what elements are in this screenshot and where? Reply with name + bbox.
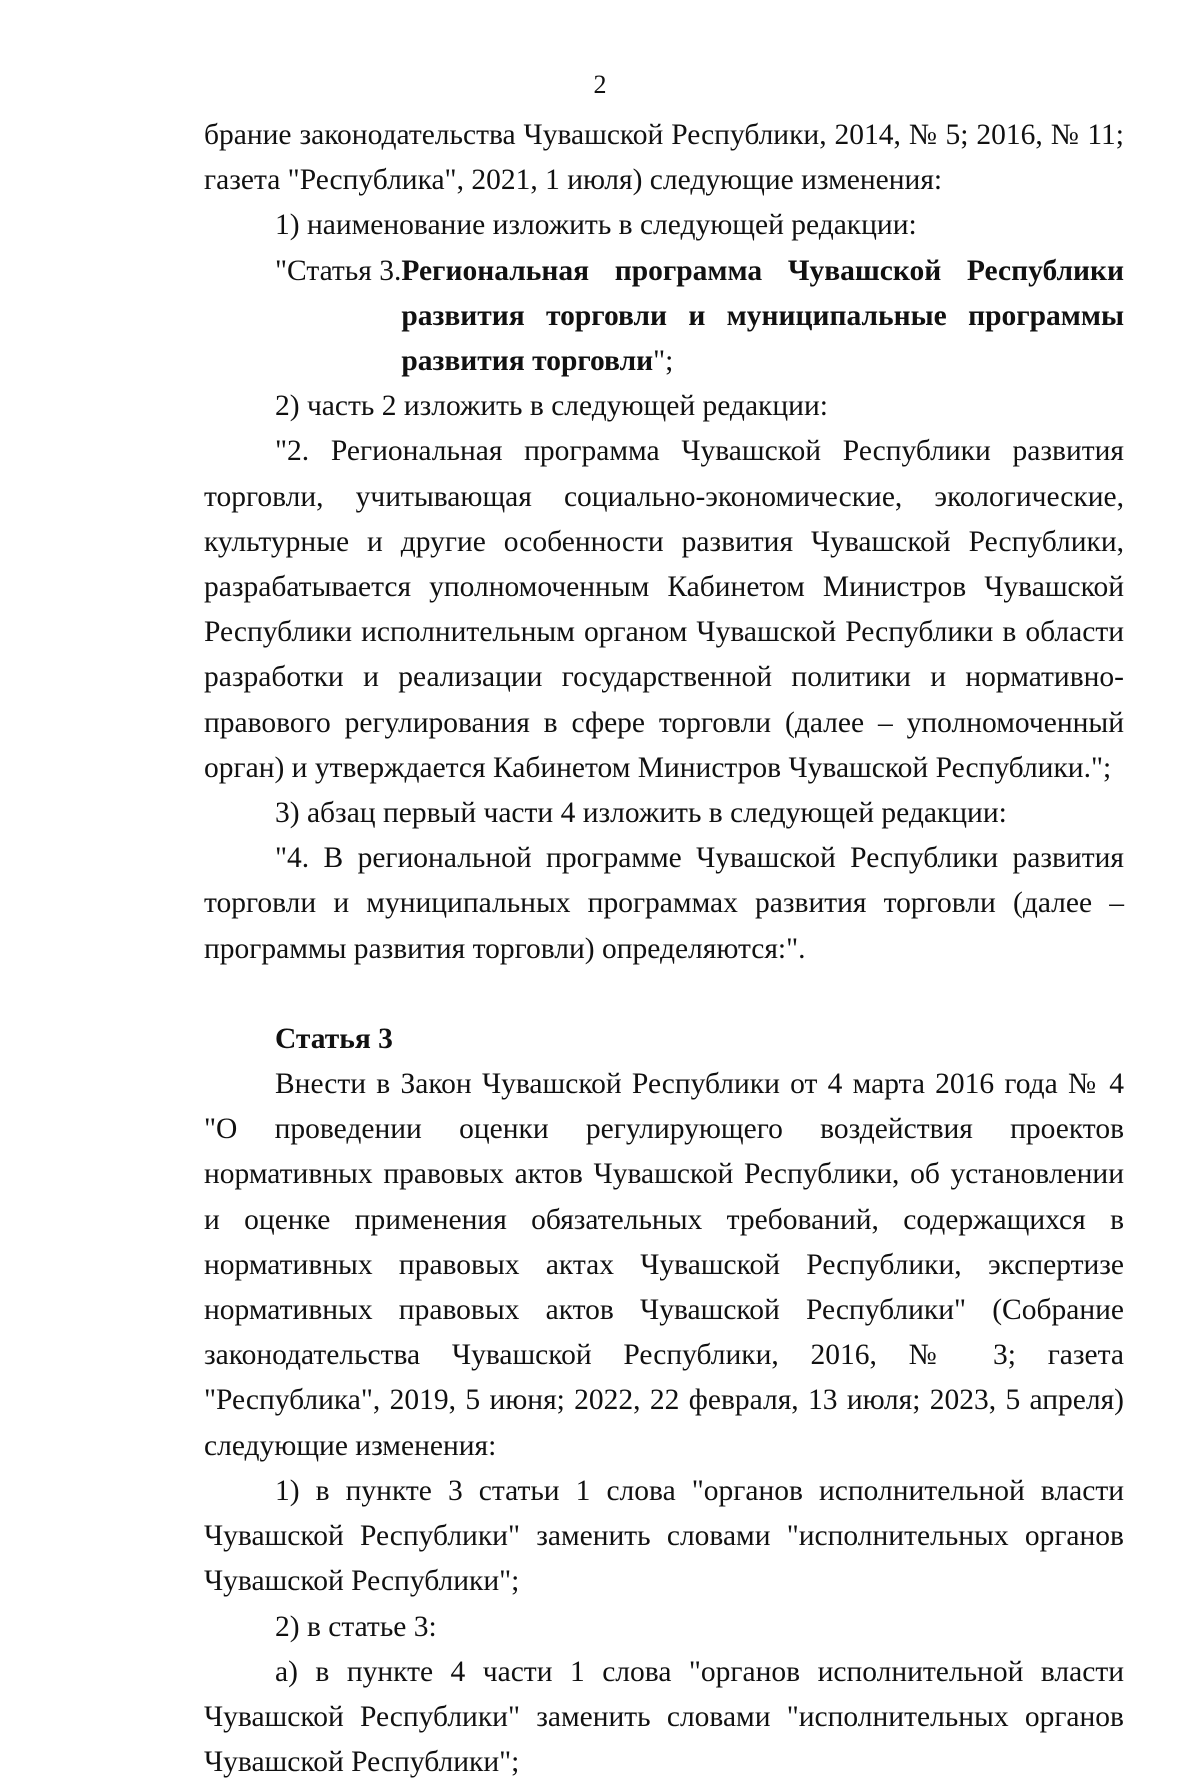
section-heading-article-3: Статья 3: [275, 1022, 393, 1055]
paragraph-article-3-item-2: 2) в статье 3:: [275, 1610, 437, 1643]
paragraph-item-3: 3) абзац первый части 4 изложить в следующей редакции:: [275, 797, 1007, 830]
article-title-bold: [401, 249, 1124, 385]
section-gap: [204, 972, 1124, 1017]
document-body: [204, 113, 1124, 1785]
paragraph-article-3-intro: Внести в Закон Чувашской Республики от 4 марта 2016 года № 4 "О проведении оценки регулирующего воздействия проектов нормативных правовых актов Чувашской Республики, об установлении и оценке применения обязательных требований, содержащихся в нормативных правовых актах Чувашской Республики, экспертизе нормативных правовых актов Чувашской Республики" (Собрание законодательства Чувашской Республики, 2016, № 3; газета "Республика", 2019, 5 июня; 2022, 22 февраля, 13 июля; 2023, 5 апреля) следующие изменения:: [204, 1068, 1124, 1462]
paragraph-article-3-item-1: 1) в пункте 3 статьи 1 слова "органов исполнительной власти Чувашской Республики" заменить словами "исполнительных органов Чувашской Республики";: [204, 1474, 1124, 1598]
paragraph-article-3-item-2a: а) в пункте 4 части 1 слова "органов исполнительной власти Чувашской Республики" заменить словами "исполнительных органов Чувашской Республики";: [204, 1655, 1124, 1779]
paragraph-part-4-text: "4. В региональной программе Чувашской Республики развития торговли и муниципальных программах развития торговли (далее – программы развития торговли) определяются:".: [204, 842, 1124, 965]
article-title-prefix: "Статья 3.: [275, 254, 402, 287]
article-title-suffix: ";: [653, 345, 674, 378]
paragraph-part-2-text: "2. Региональная программа Чувашской Республики развития торговли, учитывающая социально-экономические, экологические, культурные и другие особенности развития Чувашской Республики, разрабатывается уполномоченным Кабинетом Министров Чувашской Республики исполнительным органом Чувашской Республики в области разработки и реализации государственной политики и нормативно-правового регулирования в сфере торговли (далее – уполномоченный орган) и утверждается Кабинетом Министров Чувашской Республики.";: [204, 435, 1124, 784]
paragraph-item-2: 2) часть 2 изложить в следующей редакции:: [275, 390, 828, 423]
page-number: 2: [593, 70, 607, 99]
article-3-title-quote: [204, 249, 1124, 385]
paragraph-item-1: 1) наименование изложить в следующей редакции:: [275, 209, 917, 242]
article-title-text: Региональная программа Чувашской Республики развития торговли и муниципальные программы развития торговли: [401, 254, 1124, 378]
paragraph-sources-continuation: брание законодательства Чувашской Республики, 2014, № 5; 2016, № 11; газета "Республика", 2021, 1 июля) следующие изменения:: [204, 119, 1124, 197]
